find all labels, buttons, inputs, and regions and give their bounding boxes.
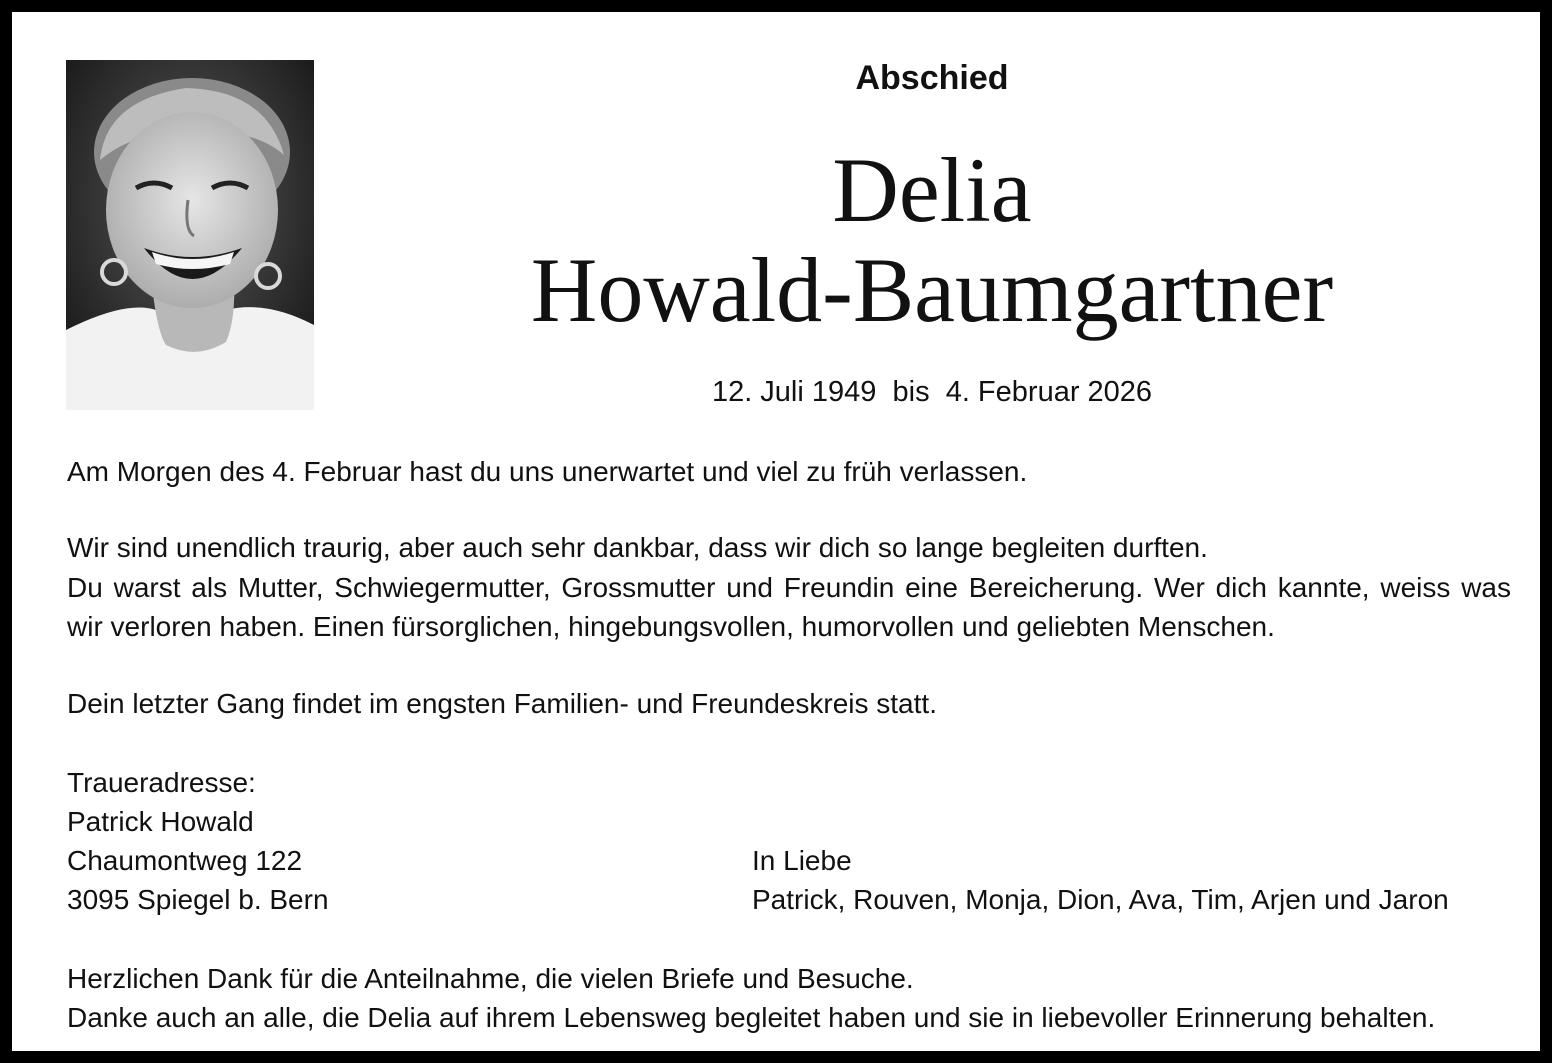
deceased-first-name: Delia [832,139,1032,241]
address-city: 3095 Spiegel b. Bern [67,884,329,915]
thanks-line-2: Danke auch an alle, die Delia auf ihrem Lebensweg begleitet haben und sie in liebevoller Erinnerung behalten. [67,1002,1436,1033]
paragraph-1: Am Morgen des 4. Februar hast du uns unerwartet und viel zu früh verlassen. [67,456,1028,487]
life-dates: 12. Juli 1949 bis 4. Februar 2026 [711,376,1153,408]
family-names: Patrick, Rouven, Monja, Dion, Ava, Tim, Arjen und Jaron [752,884,1449,915]
deceased-last-name: Howald-Baumgartner [530,239,1334,341]
paragraph-3: Du warst als Mutter, Schwiegermutter, Grossmutter und Freundin eine Bereicherung. Wer dich kannte, weiss was wir verloren haben. Einen fürsorglichen, hingebungsvollen, humorvollen und geliebten Menschen. [67,572,1511,642]
paragraph-2: Wir sind unendlich traurig, aber auch sehr dankbar, dass wir dich so lange begleiten durften. [67,532,1208,563]
portrait-photo [66,60,314,410]
address-street: Chaumontweg 122 [67,845,303,876]
in-love-label: In Liebe [752,845,852,876]
heading-label: Abschied [855,59,1009,97]
paragraph-4: Dein letzter Gang findet im engsten Familien- und Freundeskreis statt. [67,688,937,719]
address-label: Traueradresse: [67,767,256,798]
thanks-line-1: Herzlichen Dank für die Anteilnahme, die vielen Briefe und Besuche. [67,963,914,994]
address-name: Patrick Howald [67,806,254,837]
